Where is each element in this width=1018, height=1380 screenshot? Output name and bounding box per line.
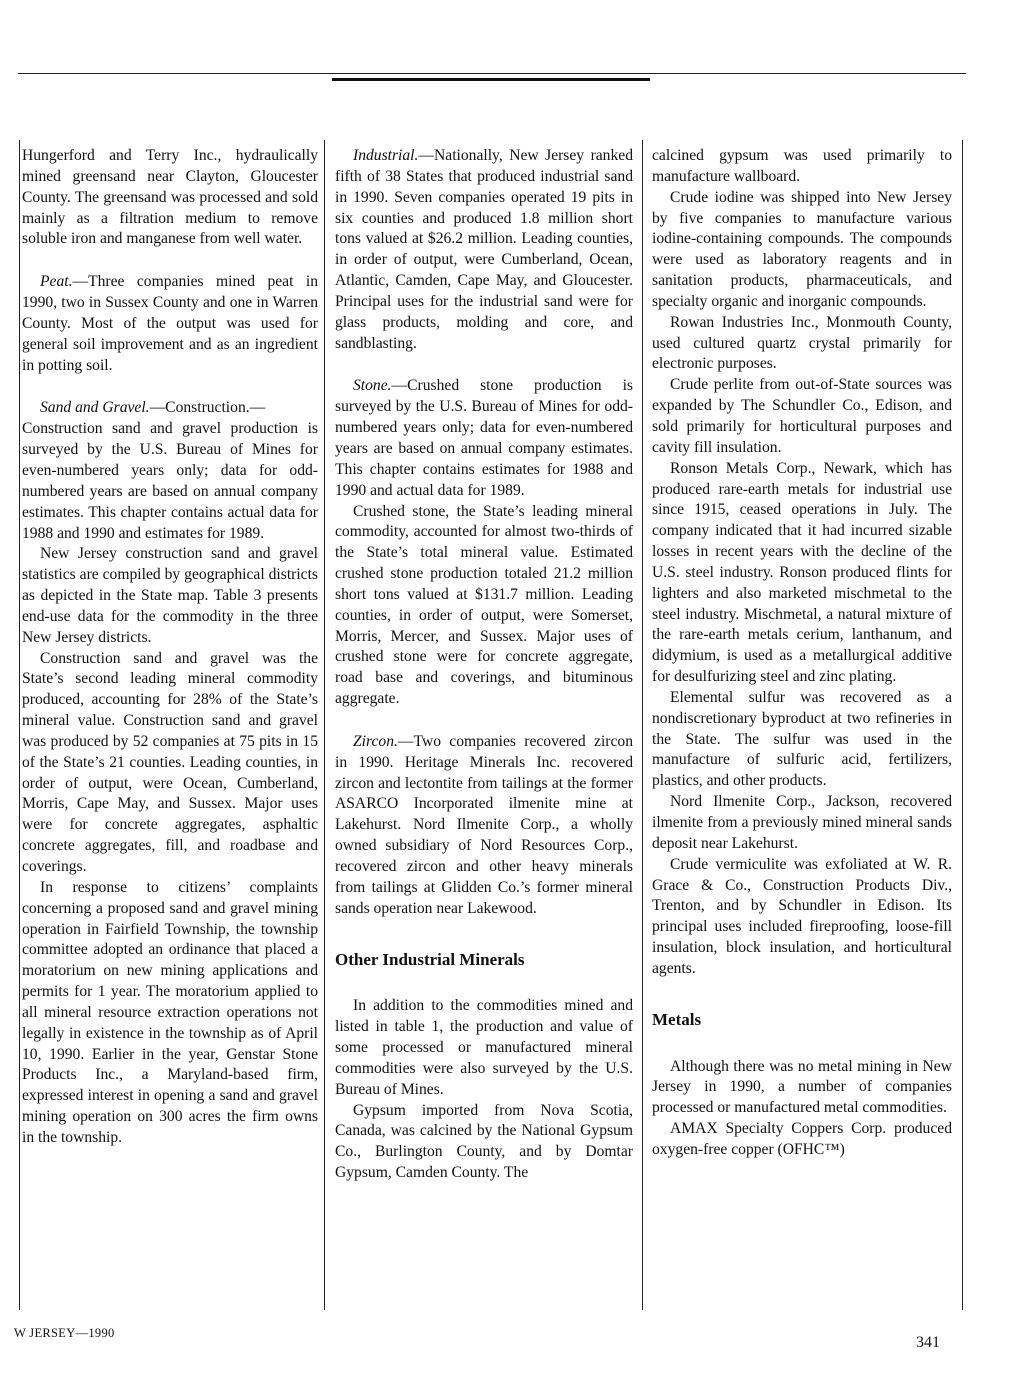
paragraph-vermiculite: Crude vermiculite was exfoliated at W. R. Grace & Co., Construction Products Div., Trenton, and by Schundler in Edison. Its principal uses included fireproofing, loose-fill insulation, block insulation, and horticultural agents. [652,855,952,977]
heading-stone: Stone. [353,377,392,395]
header-bar [332,78,650,81]
paragraph-iodine: Crude iodine was shipped into New Jersey by five companies to manufacture various iodine-containing compounds. The compounds were used as laboratory reagents and in sanitation products, pharmaceuticals, and specialty organic and inorganic compounds. [652,188,952,310]
column-1 [22,146,318,1149]
paragraph-fairfield-moratorium: In response to citizens’ complaints concerning a proposed sand and gravel mining operation in Fairfield Township, the township committee adopted an ordinance that placed a moratorium on new mining applications and permits for 1 year. The moratorium applied to all mineral resource extraction operations not legally in existence in the township as of April 10, 1990. Earlier in the year, Genstar Stone Products Inc., a Maryland-based firm, expressed interest in opening a sand and gravel mining operation on 300 acres the firm owns in the township. [22,878,318,1146]
page-number: 341 [916,1334,940,1351]
paragraph-greensand: Hungerford and Terry Inc., hydraulically mined greensand near Clayton, Gloucester County. The greensand was processed and sold mainly as a filtration medium to remove soluble iron and manganese from well water. [22,147,318,248]
paragraph-construction-sand: Construction sand and gravel production is surveyed by the U.S. Bureau of Mines for even-numbered years only; data for odd-numbered years are based on annual company estimates. This chapter contains actual data for 1988 and 1990 and estimates for 1989. [22,420,318,542]
paragraph-stone: Stone.—Crushed stone production is surveyed by the U.S. Bureau of Mines for odd-numbered years only; data for even-numbered years are based on annual company estimates. This chapter contains estimates for 1988 and 1990 and actual data for 1989. [335,377,633,499]
running-footer: W JERSEY—1990 [14,1326,115,1340]
column-rule-3 [642,140,643,1310]
paragraph-sulfur: Elemental sulfur was recovered as a nondiscretionary byproduct at two refineries in the State. The sulfur was used in the manufacture of sulfuric acid, fertilizers, plastics, and other products. [652,688,952,790]
column-rule-right [962,140,963,1310]
heading-industrial: Industrial. [353,147,419,164]
column-2 [335,146,633,1184]
paragraph-nord-ilmenite: Nord Ilmenite Corp., Jackson, recovered ilmenite from a previously mined mineral sands deposit near Lakehurst. [652,793,952,852]
heading-zircon: Zircon. [353,732,398,750]
column-3 [652,146,952,1161]
paragraph-calcined-gypsum: calcined gypsum was used primarily to manufacture wallboard. [652,147,952,185]
paragraph-gypsum: Gypsum imported from Nova Scotia, Canada, was calcined by the National Gypsum Co., Burlington County, and by Domtar Gypsum, Camden County. The [335,1101,633,1182]
heading-sand-gravel: Sand and Gravel.—Construction.— [40,399,266,417]
paragraph-metals: Although there was no metal mining in New Jersey in 1990, a number of companies processed or manufactured metal commodities. [652,1057,952,1117]
paragraph-crushed-stone: Crushed stone, the State’s leading mineral commodity, accounted for almost two-thirds of the State’s total mineral value. Estimated crushed stone production totaled 21.2 million short tons valued at $131.7 million. Leading counties, in order of output, were Somerset, Morris, Mercer, and Sussex. Major uses of crushed stone were for concrete aggregate, road base and coverings, and bituminous aggregate. [335,502,633,708]
paragraph-processed-commodities: In addition to the commodities mined and listed in table 1, the production and value of some processed or manufactured mineral commodities were also surveyed by the U.S. Bureau of Mines. [335,997,633,1098]
paragraph-peat: Peat.—Three companies mined peat in 1990, two in Sussex County and one in Warren County. Most of the output was used for general soil improvement and as an ingredient in potting soil. [22,273,318,374]
section-heading-other-industrial-minerals: Other Industrial Minerals [335,949,525,969]
paragraph-perlite: Crude perlite from out-of-State sources was expanded by The Schundler Co., Edison, and sold primarily for horticultural purposes and cavity fill insulation. [652,376,952,456]
paragraph-rowan: Rowan Industries Inc., Monmouth County, used cultured quartz crystal primarily for electronic purposes. [652,313,952,373]
paragraph-amax: AMAX Specialty Coppers Corp. produced oxygen-free copper (OFHC™) [652,1120,952,1158]
paragraph-zircon: Zircon.—Two companies recovered zircon in 1990. Heritage Minerals Inc. recovered zircon and lectontite from tailings at the former ASARCO Incorporated ilmenite mine at Lakehurst. Nord Ilmenite Corp., a wholly owned subsidiary of Nord Resources Corp., recovered zircon and other heavy minerals from tailings at Glidden Co.’s former mineral sands operation near Lakewood. [335,732,633,917]
column-rule-2 [324,140,325,1310]
top-rule [18,73,966,74]
section-heading-metals: Metals [652,1009,702,1029]
paragraph-ronson: Ronson Metals Corp., Newark, which has produced rare-earth metals for industrial use since 1915, ceased operations in July. The company indicated that it had incurred sizable losses in recent years with the decline of the U.S. steel industry. Ronson produced flints for lighters and also marketed mischmetal to the steel industry. Mischmetal, a natural mixture of the rare-earth metals cerium, lanthanum, and didymium, is used as a metallurgical additive for desulfurizing steel and zinc plating. [652,459,952,686]
paragraph-construction-value: Construction sand and gravel was the State’s second leading mineral commodity produced, accounting for 28% of the State’s mineral value. Construction sand and gravel was produced by 52 companies at 75 pits in 15 of the State’s 21 counties. Leading counties, in order of output, were Ocean, Cumberland, Morris, Cape May, and Sussex. Major uses were for concrete aggregates, asphaltic concrete aggregates, fill, and roadbase and coverings. [22,649,318,875]
paragraph-industrial-sand: Industrial.—Nationally, New Jersey ranked fifth of 38 States that produced industrial sand in 1990. Seven companies operated 19 pits in six counties and produced 1.8 million short tons valued at $26.2 million. Leading counties, in order of output, were Cumberland, Ocean, Atlantic, Camden, Cape May, and Gloucester. Principal uses for the industrial sand were for glass products, molding and core, and sandblasting. [335,147,633,352]
heading-peat: Peat. [40,273,73,291]
paragraph-nj-statistics: New Jersey construction sand and gravel statistics are compiled by geographical districts as depicted in the State map. Table 3 presents end-use data for the commodity in the three New Jersey districts. [22,545,318,646]
column-rule-left [19,140,20,1310]
